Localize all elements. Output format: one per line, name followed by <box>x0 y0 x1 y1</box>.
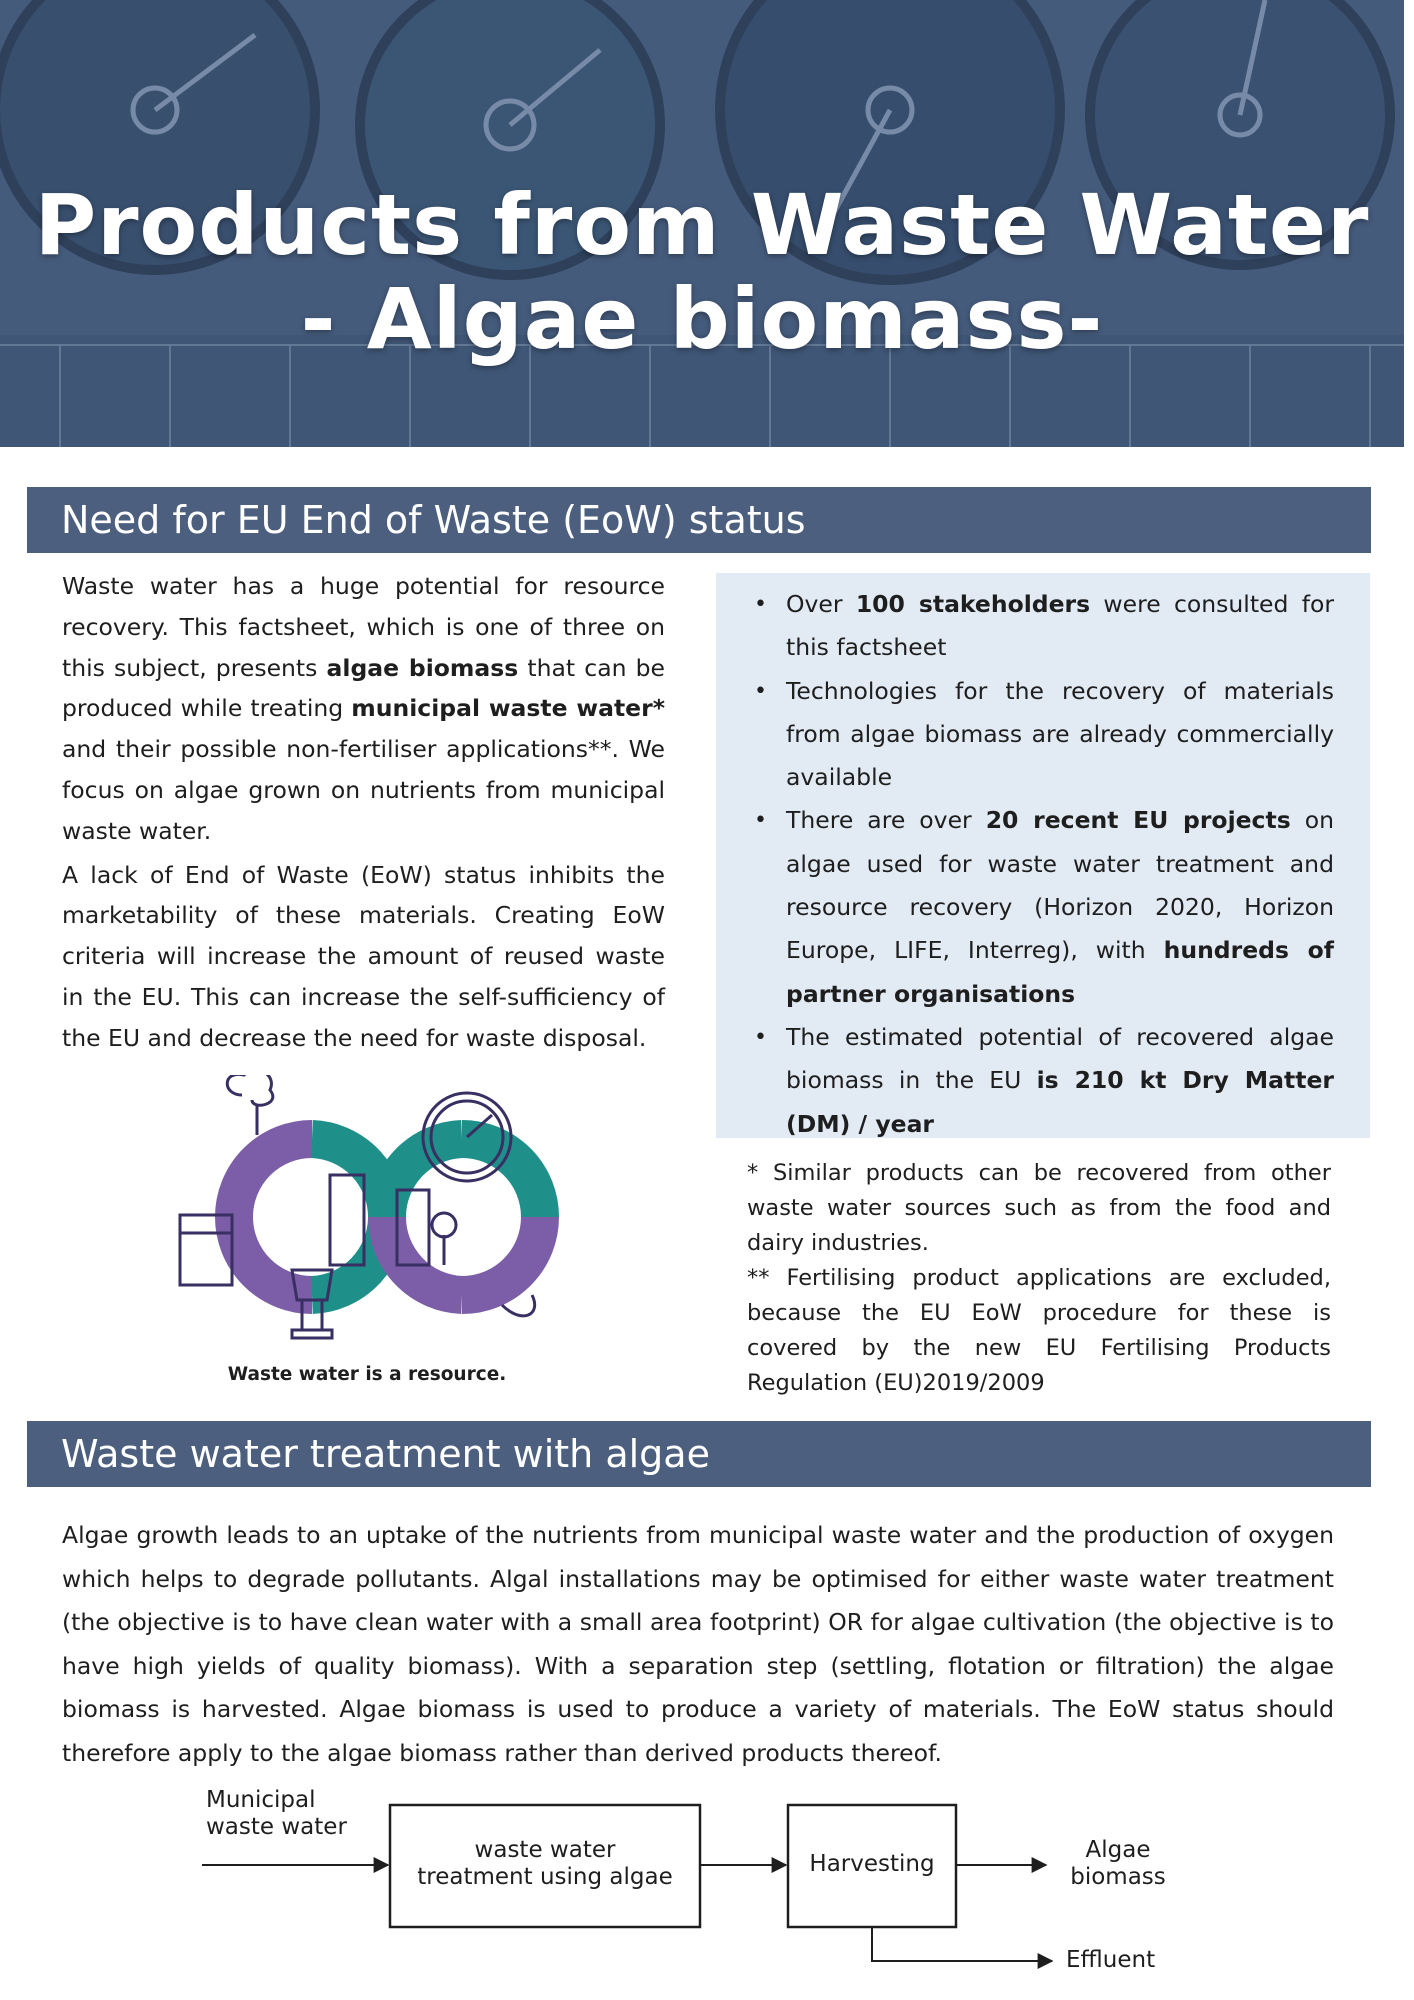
key-fact-3-run-1: 20 recent EU projects <box>985 806 1291 835</box>
key-fact-1-run-2: were consulted for this factsheet <box>786 590 1335 662</box>
page-title <box>0 178 1404 366</box>
treatment-label-line-1: waste water <box>474 1837 616 1863</box>
key-fact-3-run-2: on algae used for waste water treatment and resource recovery (Horizon 2020, Horizon Europe, LIFE, Interreg), with <box>786 806 1334 965</box>
footnote-1: * Similar products can be recovered from other waste water sources such as from the food and dairy industries. <box>747 1160 1331 1256</box>
intro-paragraph-1-run-4: and their possible non-fertiliser applications**. We focus on algae grown on nutrients from municipal waste water. <box>62 735 665 845</box>
harvesting-label: Harvesting <box>809 1851 935 1877</box>
key-fact-1-run-1: 100 stakeholders <box>855 590 1091 618</box>
key-fact-1 <box>746 583 1334 670</box>
key-facts-box <box>716 573 1370 1138</box>
title-line-1: Products from Waste Water <box>34 176 1370 274</box>
intro-paragraph-1-run-2: that can be produced while treating <box>62 653 665 723</box>
illustration-caption: Waste water is a resource. <box>227 1364 507 1385</box>
key-facts-list <box>746 583 1334 1146</box>
treatment-description: Algae growth leads to an uptake of the nutrients from municipal waste water and the production of oxygen which helps to degrade pollutants. Algal installations may be optimised for either waste water treatment (the objective is to have clean water with a small area footprint) OR for algae cultivation (the objective is to have high yields of quality biomass). With a separation step (settling, flotation or filtration) the algae biomass is harvested. Algae biomass is used to produce a variety of materials. The EoW status should therefore apply to the algae biomass rather than derived products thereof. <box>62 1521 1334 1767</box>
key-fact-3-run-0: There are over <box>786 806 986 835</box>
header-banner <box>0 0 1404 447</box>
arrow-to-effluent <box>872 1927 1052 1961</box>
intro-paragraph-2: A lack of End of Waste (EoW) status inhibits the marketability of these materials. Creating EoW criteria will increase the amount of reused waste in the EU. This can increase the self-sufficiency of the EU and decrease the need for waste disposal. <box>62 860 665 1052</box>
key-fact-2-run-0: Technologies for the recovery of materials from algae biomass are already commercially available <box>786 676 1334 792</box>
flow-input-line-2: waste water <box>206 1814 347 1840</box>
process-flow-diagram <box>200 1785 1200 1985</box>
key-fact-1-run-0: Over <box>786 590 856 618</box>
key-fact-4-run-1: is 210 kt Dry Matter (DM) / year <box>786 1066 1334 1138</box>
flow-input-line-1: Municipal <box>206 1787 316 1813</box>
biomass-label-line-1: Algae <box>1085 1837 1151 1863</box>
flow-lines <box>200 1785 1200 1985</box>
section-heading-eow-status: Need for EU End of Waste (EoW) status <box>27 487 1371 553</box>
key-fact-2 <box>746 670 1334 800</box>
key-fact-4-run-0: The estimated potential of recovered algae biomass in the EU <box>786 1022 1334 1095</box>
waste-water-resource-illustration <box>162 1075 572 1355</box>
intro-paragraph-1 <box>62 566 665 852</box>
intro-paragraph-1-run-3: municipal waste water* <box>351 694 665 723</box>
intro-paragraph-1-run-0: Waste water has a huge potential for resource recovery. This factsheet, which is one of three on this subject, presents <box>62 572 665 682</box>
effluent-label: Effluent <box>1066 1947 1156 1973</box>
key-fact-3 <box>746 799 1334 1015</box>
key-fact-4 <box>746 1016 1334 1146</box>
biomass-label-line-2: biomass <box>1070 1864 1166 1890</box>
footnote-2: ** Fertilising product applications are excluded, because the EU EoW procedure for these is covered by the new EU Fertilising Products Regulation (EU)2019/2009 <box>747 1265 1331 1396</box>
intro-text <box>62 566 665 1062</box>
flow-input-label <box>206 1787 347 1841</box>
section-heading-algae-treatment: Waste water treatment with algae <box>27 1421 1371 1487</box>
key-fact-3-run-3: hundreds of partner organisations <box>786 936 1335 1008</box>
treatment-box-label <box>390 1837 700 1891</box>
algae-biomass-label <box>1058 1837 1178 1891</box>
title-line-2: - Algae biomass- <box>300 270 1104 368</box>
intro-paragraph-1-run-1: algae biomass <box>326 653 519 682</box>
treatment-label-line-2: treatment using algae <box>417 1864 673 1890</box>
footnotes <box>747 1156 1331 1401</box>
